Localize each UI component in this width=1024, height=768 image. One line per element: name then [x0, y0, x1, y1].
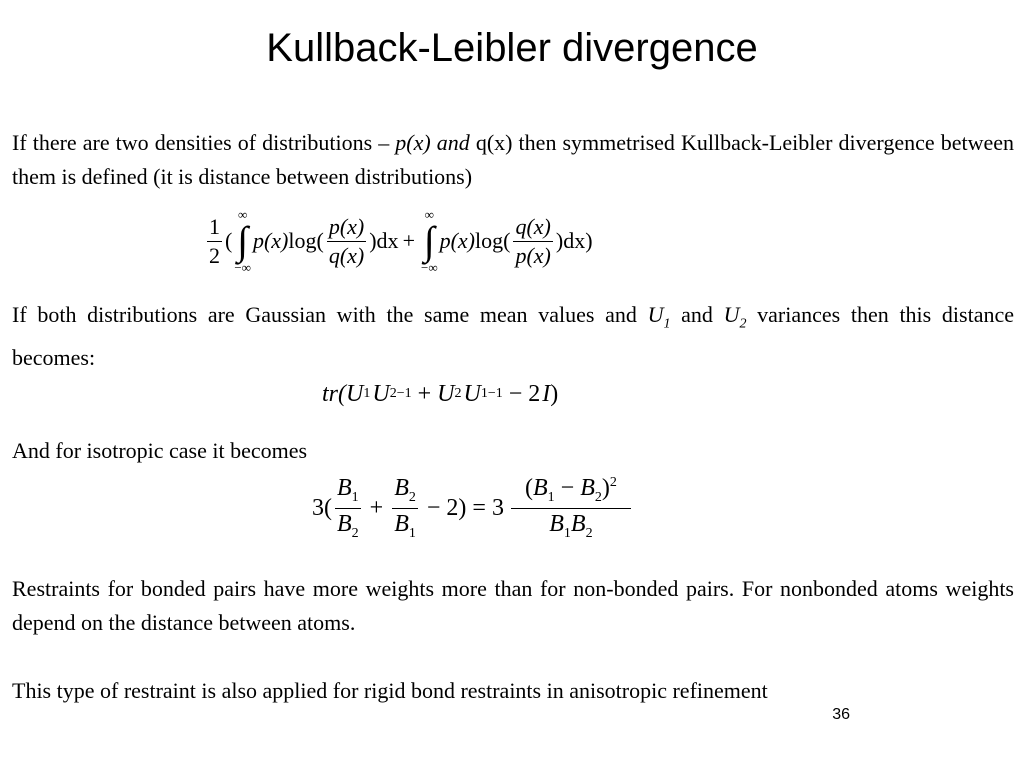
- fraction-half: $\frac{1}{2}$: [209, 213, 220, 268]
- fraction-b2-over-b1: $\frac{B_2}{B_1}$: [394, 475, 416, 541]
- paragraph-isotropic: And for isotropic case it becomes: [12, 438, 308, 463]
- fraction-p-over-q: $\frac{p(x)}{q(x)}$: [328, 213, 365, 268]
- paragraph-gaussian: If both distributions are Gaussian with the same mean values and $U_1$ and $U_2$ variances then this distance becomes:: [12, 302, 1014, 371]
- paragraph-rigid-bond: This type of restraint is also applied for rigid bond restraints in anisotropic refinement: [12, 678, 768, 703]
- equation-trace: tr( U 1 U 2 −1 + U 2 U 1 −1 − 2 I ): [322, 381, 559, 407]
- integral-2: ∞ ∫ −∞: [420, 207, 438, 275]
- page-number: 36: [832, 706, 850, 723]
- fraction-b1-over-b2: $\frac{B_1}{B_2}$: [337, 475, 359, 541]
- paragraph-kl-definition: [12, 126, 1014, 194]
- equation-kl-symmetric: $\frac{1}{2}$ ( ∞ ∫ −∞ p(x) log( $\frac{p(x)}{q(x)}$ )dx + ∞ ∫ −∞ p(x) log( $\frac{q(x)}{p(x)}$ )dx): [209, 207, 593, 275]
- math-px: p(x): [395, 130, 431, 155]
- text: If there are two densities of distributions –: [12, 130, 396, 155]
- integral-1: ∞ ∫ −∞: [234, 207, 251, 275]
- math-qx: q(x): [475, 130, 513, 155]
- text: then symmetrised Kullback-Leibler divergence between them is defined (it is distance between distributions): [12, 130, 1014, 189]
- paragraph-restraints: Restraints for bonded pairs have more weights more than for non-bonded pairs. For nonbonded atoms weights depend on the distance between atoms.: [12, 576, 1014, 635]
- slide-title: Kullback-Leibler divergence: [266, 26, 758, 70]
- equation-isotropic: 3( $\frac{B_1}{B_2}$ + $\frac{B_2}{B_1}$ − 2) = 3 $\frac{(B_1 - B_2)^2}{B_1B_2}$: [312, 476, 634, 541]
- fraction-squared-difference: $\frac{(B_1 - B_2)^2}{B_1B_2}$: [511, 476, 631, 541]
- word-and: and: [436, 130, 470, 155]
- fraction-q-over-p: $\frac{q(x)}{p(x)}$: [515, 213, 551, 268]
